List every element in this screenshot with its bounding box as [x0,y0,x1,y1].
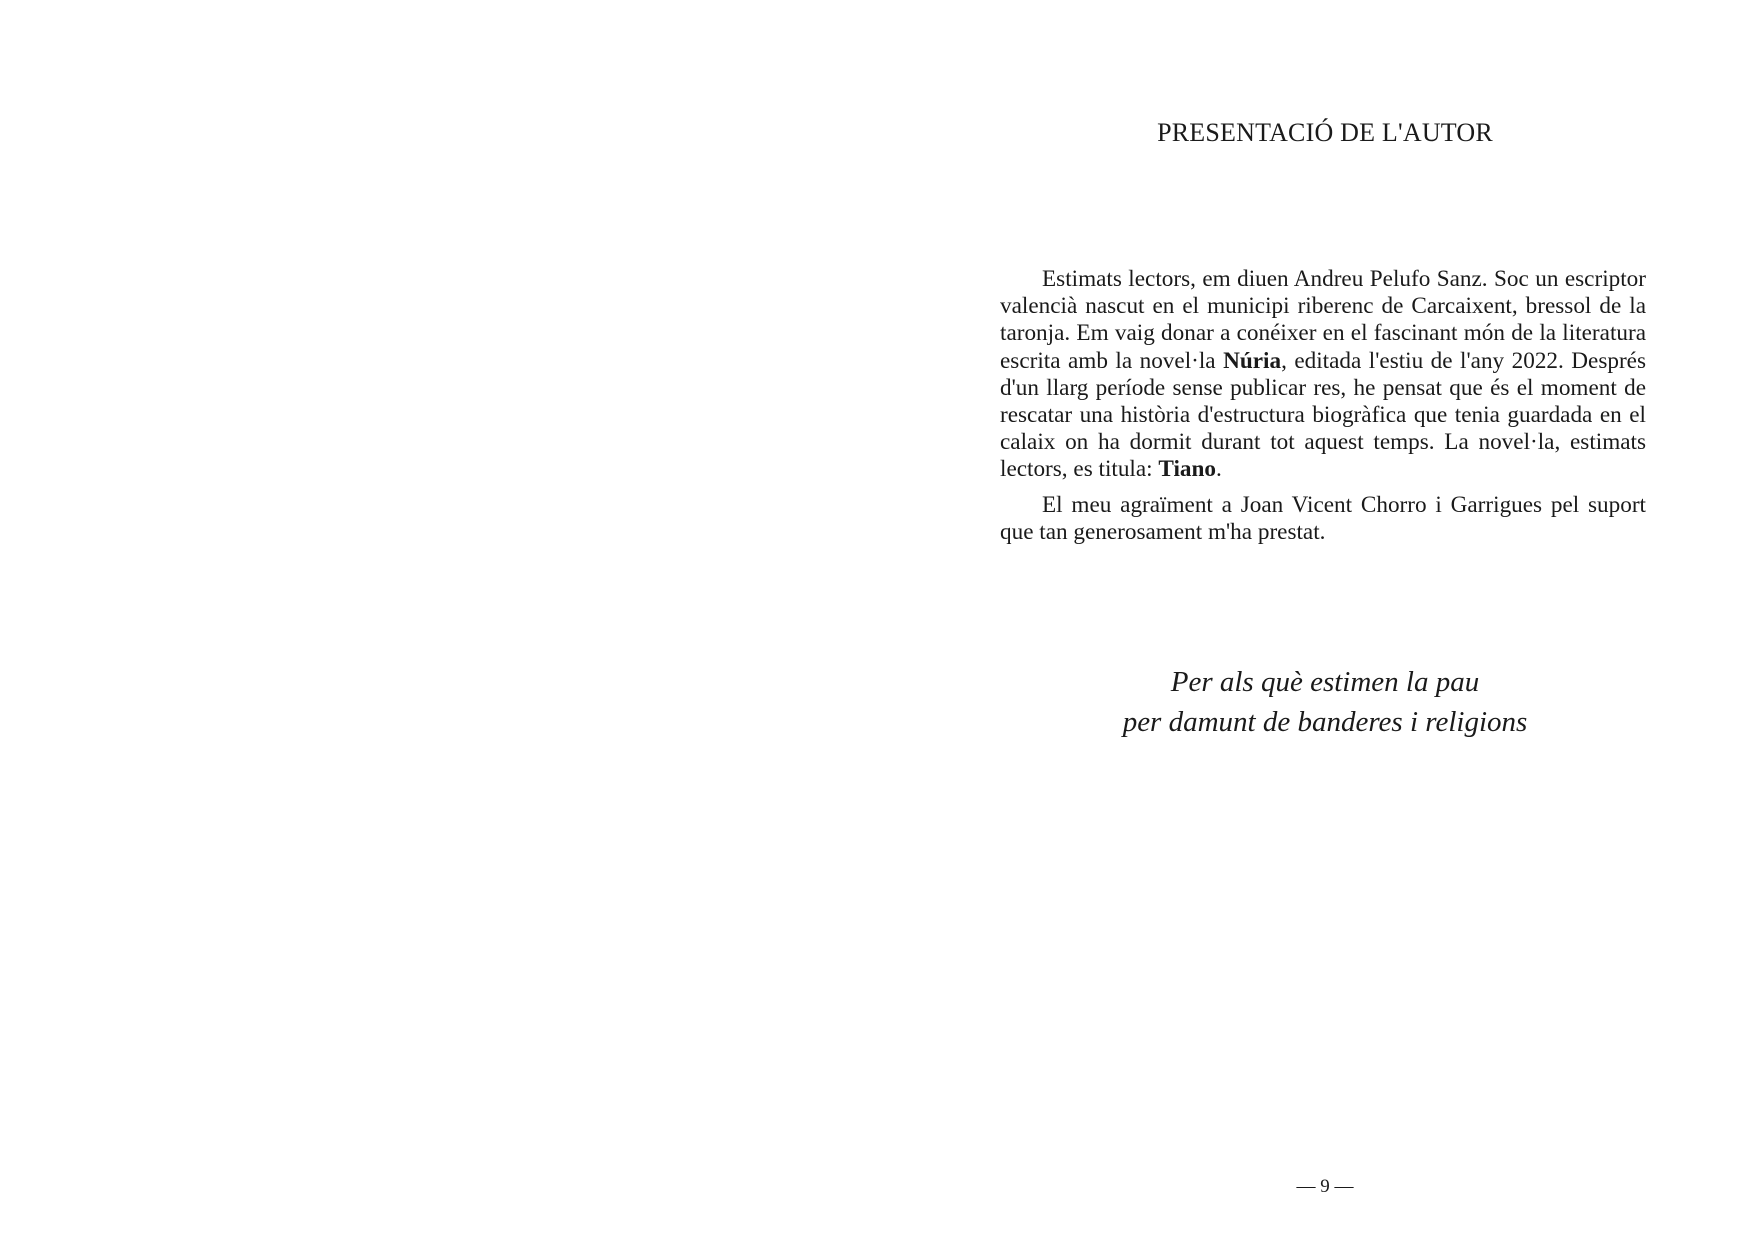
dedication-line-2: per damunt de banderes i religions [1122,706,1528,738]
chapter-title: PRESENTACIÓ DE L'AUTOR [1157,118,1493,147]
paragraph-introduction [1000,266,1646,484]
right-page [874,0,1748,1240]
novel-title-tiano: Tiano [1158,456,1216,483]
dedication-line-1: Per als què estimen la pau [1170,666,1480,698]
paragraph-acknowledgement: El meu agraïment a Joan Vicent Chorro i Garrigues pel suport que tan generosament m'ha prestat. [1000,491,1646,545]
paragraph-1-part-1: Estimats lectors, em diuen Andreu Pelufo Sanz. Soc un escriptor valencià nascut en el municipi riberenc de Carcaixent, bressol de la taronja. Em vaig donar a conéixer en el fascinant món de la literatura escrita amb la novel·la [1000,266,1646,374]
paragraph-1-part-2: , editada l'estiu de l'any 2022. Després d'un llarg període sense publicar res, he pensat que és el moment de rescatar una història d'estructura biogràfica que tenia guardada en el calaix on ha dormit durant tot aquest temps. La novel·la, estimats lectors, es titula: [1000,347,1646,483]
dedication [1000,662,1650,742]
novel-title-nuria: Núria [1223,347,1282,374]
page-number: — 9 — [1296,1176,1354,1197]
author-presentation-text [1000,266,1646,546]
paragraph-1-part-3: . [1216,456,1222,483]
